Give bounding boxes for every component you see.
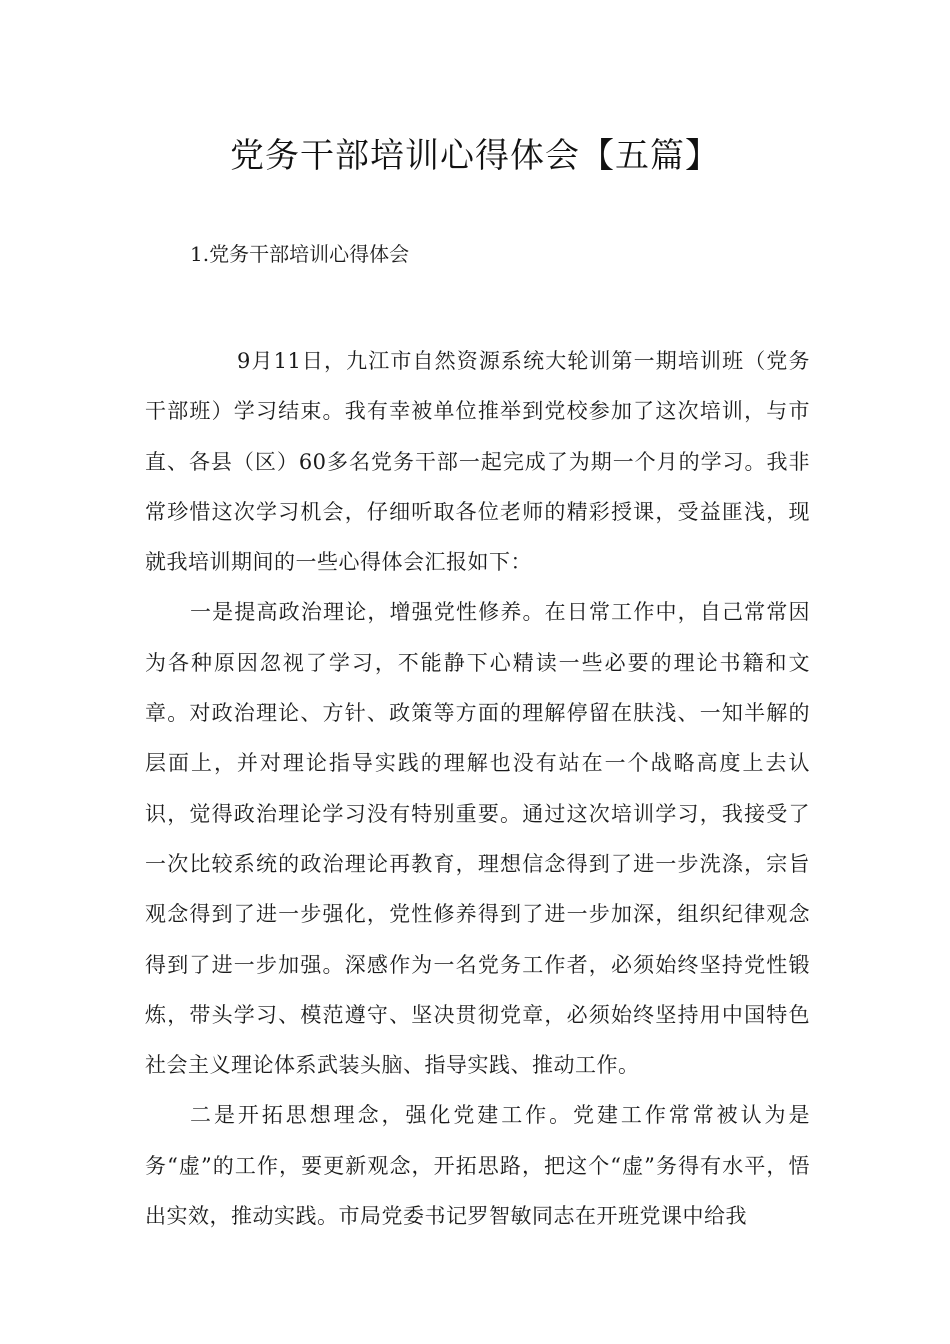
- document-body: [145, 336, 810, 1241]
- paragraph-point-two: 二是开拓思想理念，强化党建工作。党建工作常常被认为是务“虚”的工作，要更新观念，开拓思路，把这个“虚”务得有水平，悟出实效，推动实践。市局党委书记罗智敏同志在开班党课中给我: [145, 1103, 810, 1229]
- document-title: 党务干部培训心得体会【五篇】: [230, 136, 720, 176]
- section-heading: 1.党务干部培训心得体会: [190, 242, 410, 266]
- paragraph-intro: 9月11日，九江市自然资源系统大轮训第一期培训班（党务干部班）学习结束。我有幸被单位推举到党校参加了这次培训，与市直、各县（区）60多名党务干部一起完成了为期一个月的学习。我非常珍惜这次学习机会，仔细听取各位老师的精彩授课，受益匪浅，现就我培训期间的一些心得体会汇报如下：: [145, 349, 810, 575]
- paragraph-point-one: 一是提高政治理论，增强党性修养。在日常工作中，自己常常因为各种原因忽视了学习，不能静下心精读一些必要的理论书籍和文章。对政治理论、方针、政策等方面的理解停留在肤浅、一知半解的层面上，并对理论指导实践的理解也没有站在一个战略高度上去认识，觉得政治理论学习没有特别重要。通过这次培训学习，我接受了一次比较系统的政治理论再教育，理想信念得到了进一步洗涤，宗旨观念得到了进一步强化，党性修养得到了进一步加深，组织纪律观念得到了进一步加强。深感作为一名党务工作者，必须始终坚持党性锻炼，带头学习、模范遵守、坚决贯彻党章，必须始终坚持用中国特色社会主义理论体系武装头脑、指导实践、推动工作。: [145, 600, 810, 1078]
